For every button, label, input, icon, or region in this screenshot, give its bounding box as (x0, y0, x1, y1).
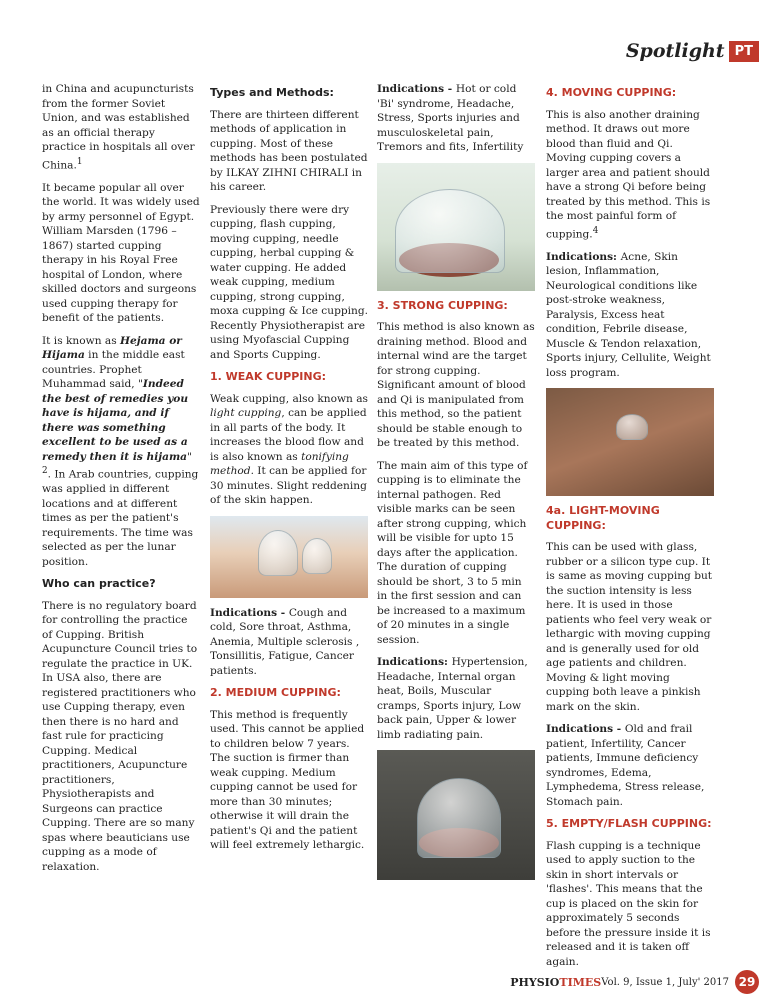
paragraph: Indications - Cough and cold, Sore throat, Asthma, Anemia, Multiple sclerosis , Tonsillitis, Fatigue, Cancer patients. (210, 606, 360, 677)
column-2 (210, 82, 368, 861)
page-footer (510, 970, 759, 994)
column-1 (42, 82, 200, 882)
column-4 (546, 82, 714, 977)
column-3 (377, 82, 535, 888)
paragraph: in China and acupuncturists from the former Soviet Union, and was established as an official therapy practice in hospitals all over China.$^1$ (42, 83, 195, 172)
paragraph: Indications - Hot or cold 'Bi' syndrome, Headache, Stress, Sports injuries and musculoskeletal pain, Tremors and fits, Infertility (377, 83, 524, 153)
section-header (626, 40, 759, 62)
paragraph: Flash cupping is a technique used to apply suction to the skin in short intervals or 'flashes'. This means that the cup is placed on the skin for approximately 5 seconds before the pressure inside it is released and it is taken off again. (546, 839, 711, 968)
heading-types-methods: Types and Methods: (210, 86, 334, 99)
paragraph: The main aim of this type of cupping is to eliminate the internal pathogen. Red visible marks can be seen after strong cupping, which will be visible for upto 15 days after the application. The duration of cupping should be short, 3 to 5 min in the first session and can be increased to a maximum of 20 minutes in a single session. (377, 459, 528, 646)
paragraph: Indications - Old and frail patient, Infertility, Cancer patients, Immune deficiency syndromes, Edema, Lymphedema, Stress release, Stomach pain. (546, 723, 705, 808)
paragraph: Weak cupping, also known as light cupping, can be applied in all parts of the body. It increases the blood flow and is also known as tonifying method. It can be applied for 30 minutes. Slight reddening of the skin happen. (210, 392, 368, 506)
heading-moving-cupping: 4. MOVING CUPPING: (546, 86, 677, 99)
moving-cupping-photo (546, 388, 714, 496)
paragraph: Indications: Acne, Skin lesion, Inflammation, Neurological conditions like post-stroke weakness, Paralysis, Excess heat condition, Febrile disease, Muscle & Tendon relaxation, Sports injury, Cellulite, Weight loss program. (546, 250, 711, 379)
section-title: Spotlight (625, 40, 725, 62)
heading-flash-cupping: 5. EMPTY/FLASH CUPPING: (546, 817, 712, 831)
paragraph: It is known as Hejama or Hijama in the middle east countries. Prophet Muhammad said, "Indeed the best of remedies you have is hijama, and if there was something excellent to be used as a remedy then it is hijama" $^2$. In Arab countries, cupping was applied in different locations and at different times as per the patient's requirements. The time was selected as per the lunar position. (42, 334, 199, 568)
paragraph: There are thirteen different methods of application in cupping. Most of these methods has been postulated by ILKAY ZIHNI CHIRALI in his career. (210, 108, 368, 193)
page-number: 29 (735, 970, 759, 994)
cup-on-skin-photo (377, 163, 535, 291)
heading-who-can-practice: Who can practice? (42, 577, 156, 591)
paragraph: Indications: Hypertension, Headache, Internal organ heat, Boils, Muscular cramps, Sports injury, Low back pain, Upper & lower limb radiating pain. (377, 656, 528, 741)
section-badge: PT (729, 41, 759, 62)
paragraph: There is no regulatory board for controlling the practice of Cupping. British Acupuncture Council tries to regulate the practice in UK. In USA also, there are registered practitioners who use Cupping therapy, even then there is no hard and fast rule for practicing Cupping. Medical practitioners, Acupuncture practitioners, Physiotherapists and Surgeons can practice Cupping. There are so many spas where beauticians use cupping as a mode of relaxation. (42, 599, 198, 873)
heading-light-moving-cupping: 4a. LIGHT-MOVING CUPPING: (546, 504, 660, 532)
paragraph: This method is frequently used. This cannot be applied to children below 7 years. The suction is firmer than weak cupping. Medium cupping cannot be used for more than 30 minutes; otherwise it will drain the patient's Qi and the patient will feel extremely lethargic. (210, 708, 365, 851)
paragraph: Previously there were dry cupping, flash cupping, moving cupping, needle cupping, herbal cupping & water cupping. He added weak cupping, medium cupping, strong cupping, moxa cupping & Ice cupping. Recently Physiotherapist are using Myofascial Cupping and Sports Cupping. (210, 203, 368, 361)
paragraph: This can be used with glass, rubber or a silicon type cup. It is same as moving cupping but the suction intensity is less here. It is used in those patients who feel very weak or lethargic with moving cupping and is generally used for old age patients and children. Moving & light moving cupping both leave a pinkish mark on the skin. (546, 541, 713, 713)
magazine-brand: PHYSIOTIMES (510, 975, 602, 989)
heading-strong-cupping: 3. STRONG CUPPING: (377, 298, 508, 312)
paragraph: This method is also known as draining method. Blood and internal wind are the target for strong cupping. Significant amount of blood and Qi is manipulated from this method, so the patient should be stable enough to be treated by this method. (377, 321, 535, 449)
weak-cupping-photo (210, 516, 368, 598)
paragraph: It became popular all over the world. It was widely used by army personnel of Egypt. William Marsden (1796 – 1867) started cupping therapy in his Royal Free hospital of London, where skilled doctors and surgeons used cupping therapy for benefit of the patients. (42, 181, 200, 325)
issue-info: Vol. 9, Issue 1, July' 2017 (601, 976, 729, 988)
paragraph: This is also another draining method. It draws out more blood than fluid and Qi. Moving cupping covers a larger area and patient should have a strong Qi before being treated by this method. This is the most painful form of cupping.$^4$ (546, 108, 711, 241)
cup-suction-photo (377, 750, 535, 880)
heading-weak-cupping: 1. WEAK CUPPING: (210, 370, 327, 383)
heading-medium-cupping: 2. MEDIUM CUPPING: (210, 686, 341, 699)
